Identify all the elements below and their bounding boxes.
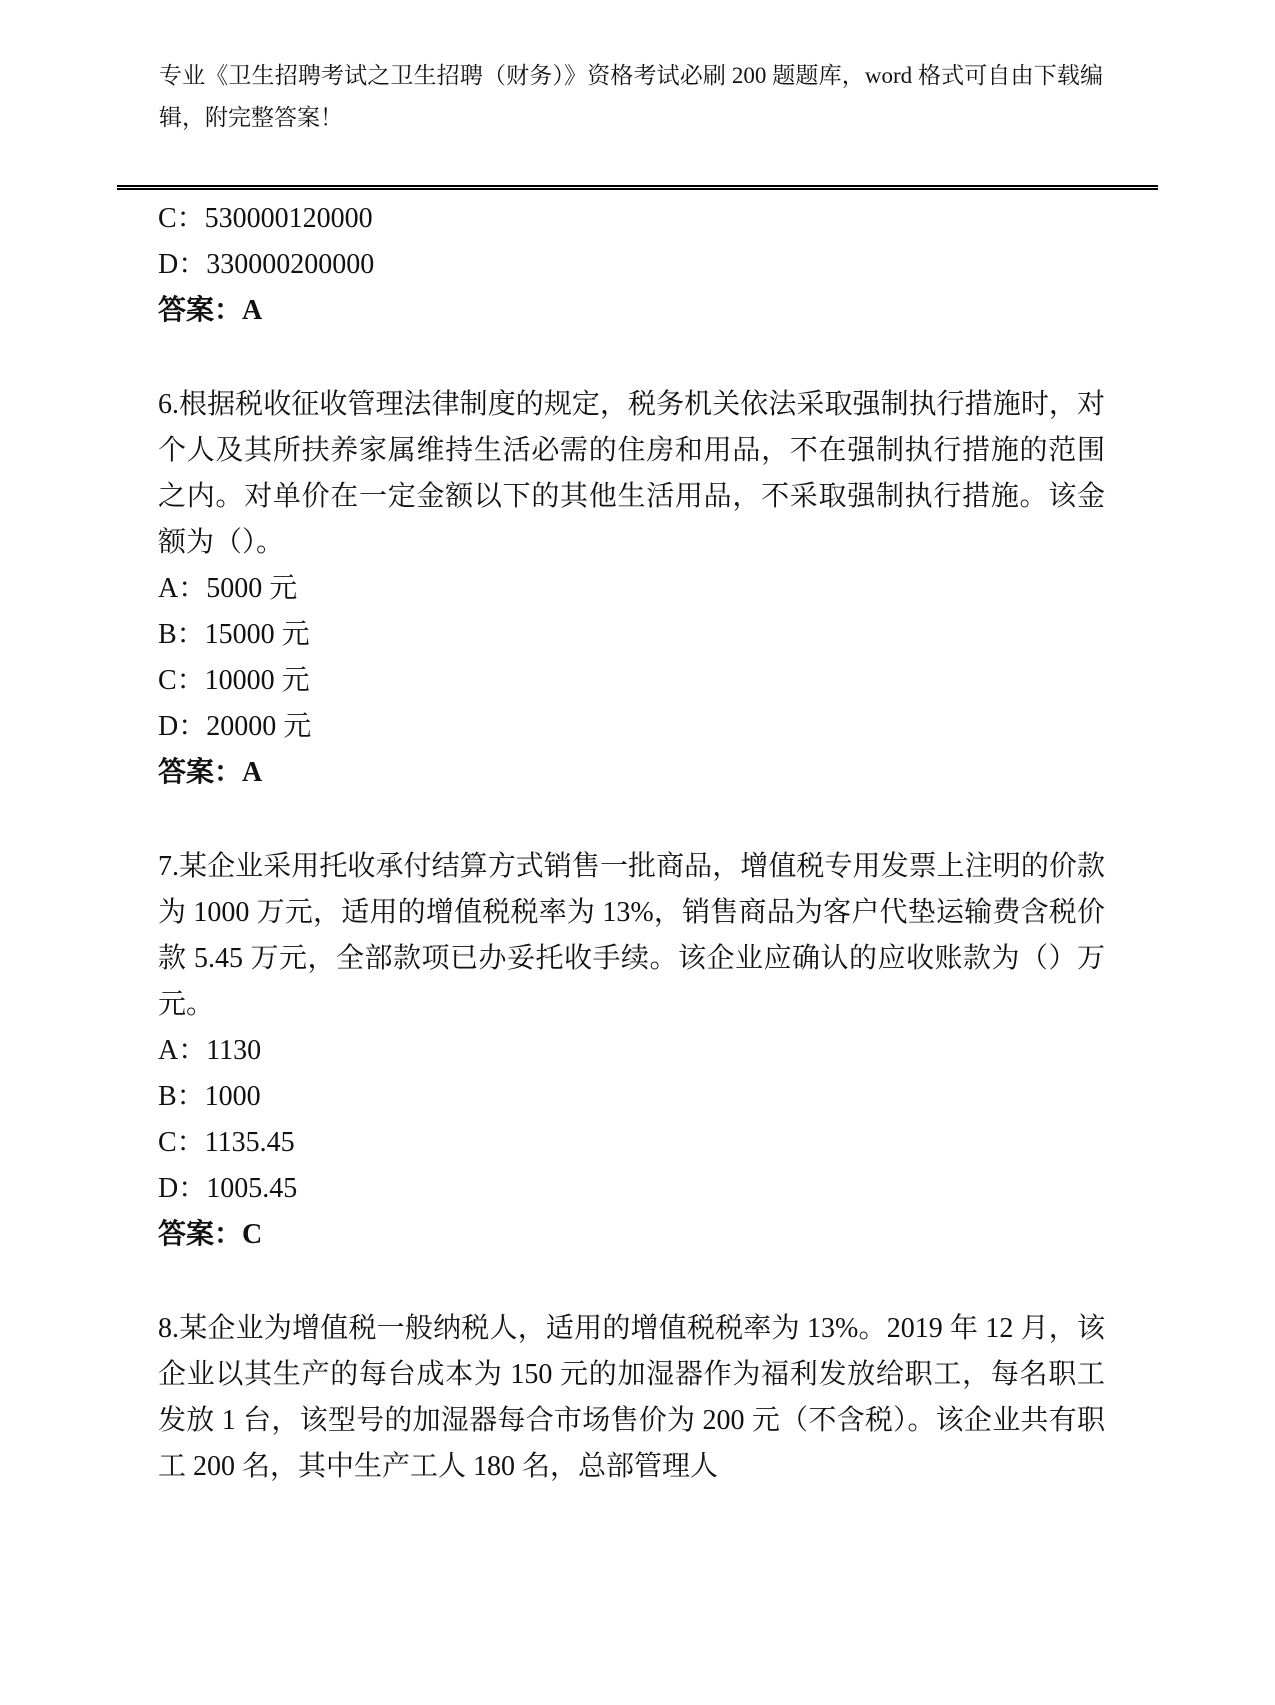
- question-7-option-b: B：1000: [158, 1081, 261, 1112]
- question-6-option-c: C：10000 元: [158, 665, 310, 696]
- question-5-option-d: D：330000200000: [158, 249, 375, 280]
- question-7-option-d: D：1005.45: [158, 1173, 298, 1204]
- question-6: [158, 382, 1105, 796]
- question-7: [158, 844, 1105, 1258]
- question-7-text: 7.某企业采用托收承付结算方式销售一批商品，增值税专用发票上注明的价款为 1000 万元，适用的增值税税率为 13%，销售商品为客户代垫运输费含税价款 5.45 万元，全部款项已办妥托收手续。该企业应确认的应收账款为（）万元。: [158, 851, 1105, 1020]
- question-6-option-b: B：15000 元: [158, 619, 310, 650]
- header-title: 专业《卫生招聘考试之卫生招聘（财务）》资格考试必刷 200 题题库，word 格式可自由下载编辑，附完整答案！: [159, 63, 1103, 130]
- question-7-option-c: C：1135.45: [158, 1127, 295, 1158]
- question-7-answer: 答案：C: [158, 1219, 263, 1250]
- document-page: [0, 55, 1275, 1705]
- question-7-option-a: A：1130: [158, 1035, 262, 1066]
- question-6-text: 6.根据税收征收管理法律制度的规定，税务机关依法采取强制执行措施时，对个人及其所扶养家属维持生活必需的住房和用品，不在强制执行措施的范围之内。对单价在一定金额以下的其他生活用品，不采取强制执行措施。该金额为（）。: [158, 389, 1105, 558]
- document-body: [158, 190, 1105, 1490]
- question-6-option-d: D：20000 元: [158, 711, 312, 742]
- question-8-text: 8.某企业为增值税一般纳税人，适用的增值税税率为 13%。2019 年 12 月，该企业以其生产的每台成本为 150 元的加湿器作为福利发放给职工，每名职工发放 1 台，该型号的加湿器每合市场售价为 200 元（不含税）。该企业共有职工 200 名，其中生产工人 180 名，总部管理人: [158, 1313, 1105, 1482]
- question-5-remainder: [158, 196, 1105, 334]
- question-6-answer: 答案：A: [158, 757, 263, 788]
- question-5-option-c: C：530000120000: [158, 203, 373, 234]
- question-6-option-a: A：5000 元: [158, 573, 298, 604]
- question-5-answer: 答案：A: [158, 295, 263, 326]
- question-8-partial: [158, 1306, 1105, 1490]
- page-header: [117, 55, 1158, 190]
